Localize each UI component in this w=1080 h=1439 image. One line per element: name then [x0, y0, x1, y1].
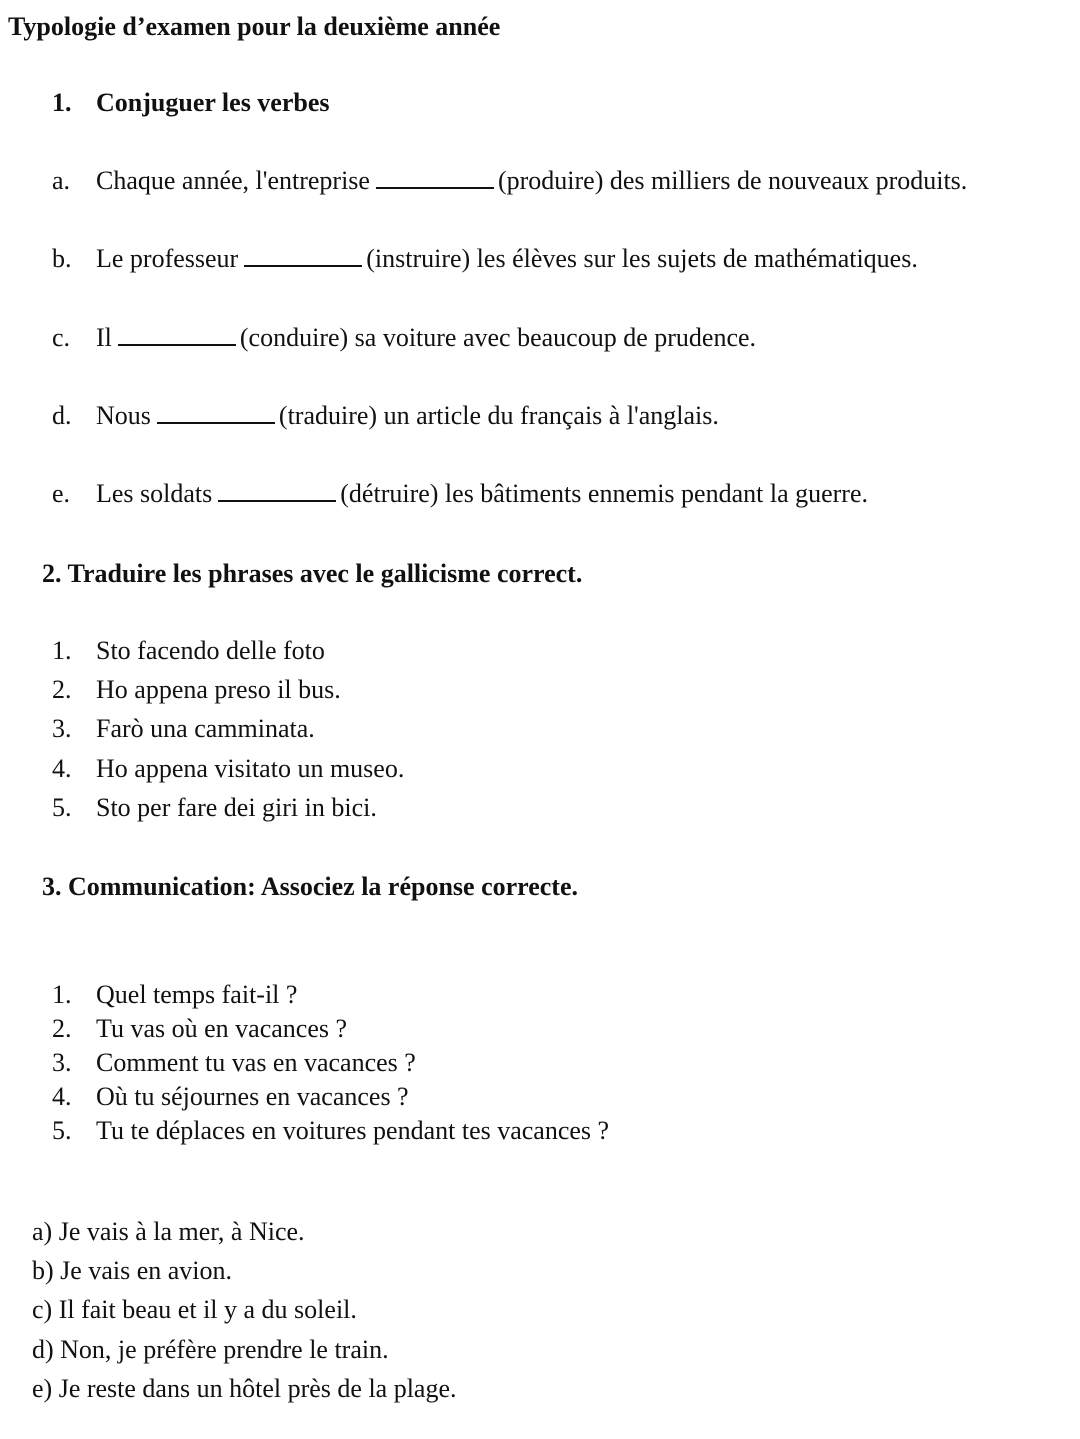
question-item: [52, 1050, 416, 1076]
list-item: [52, 795, 377, 821]
answer-option: d) Non, je préfère prendre le train.: [32, 1335, 389, 1364]
question-number: 5.: [52, 1116, 72, 1145]
list-item: [52, 677, 341, 703]
item-text-after: (conduire) sa voiture avec beaucoup de prudence.: [239, 323, 757, 352]
list-item-text: Ho appena visitato un museo.: [96, 754, 405, 783]
list-item-number: 4.: [52, 754, 72, 783]
answer-blank[interactable]: [244, 261, 362, 267]
question-text: Tu te déplaces en voitures pendant tes vacances ?: [96, 1116, 610, 1145]
item-text-before: Nous: [96, 401, 151, 430]
answer-blank[interactable]: [157, 418, 275, 424]
conjugation-item: [52, 481, 868, 507]
item-text-after: (instruire) les élèves sur les sujets de mathématiques.: [366, 244, 918, 273]
answer-option: b) Je vais en avion.: [32, 1256, 233, 1285]
question-item: [52, 1118, 609, 1144]
answer-option: a) Je vais à la mer, à Nice.: [32, 1217, 305, 1246]
question-item: [52, 982, 297, 1008]
conjugation-item: [52, 325, 756, 351]
question-item: [52, 1016, 347, 1042]
question-number: 2.: [52, 1014, 72, 1043]
question-text: Comment tu vas en vacances ?: [96, 1048, 416, 1077]
section2-heading: 2. Traduire les phrases avec le gallicisme correct.: [42, 559, 583, 588]
list-item-text: Farò una camminata.: [96, 714, 315, 743]
list-item-number: 5.: [52, 793, 72, 822]
section1-heading-text: Conjuguer les verbes: [96, 88, 330, 117]
list-item-number: 2.: [52, 675, 72, 704]
answer-blank[interactable]: [376, 183, 494, 189]
item-text-after: (traduire) un article du français à l'anglais.: [278, 401, 719, 430]
conjugation-item: [52, 168, 967, 194]
item-marker: d.: [52, 401, 72, 430]
list-item: [52, 756, 404, 782]
answer-blank[interactable]: [218, 496, 336, 502]
question-text: Quel temps fait-il ?: [96, 980, 298, 1009]
item-marker: b.: [52, 244, 72, 273]
section3-heading: 3. Communication: Associez la réponse correcte.: [42, 872, 579, 901]
question-item: [52, 1084, 409, 1110]
answer-blank[interactable]: [118, 340, 236, 346]
item-marker: e.: [52, 479, 71, 508]
answer-option: c) Il fait beau et il y a du soleil.: [32, 1295, 357, 1324]
list-item-text: Sto facendo delle foto: [96, 636, 325, 665]
list-item: [52, 716, 315, 742]
question-text: Où tu séjournes en vacances ?: [96, 1082, 409, 1111]
question-number: 3.: [52, 1048, 72, 1077]
conjugation-item: [52, 246, 918, 272]
list-item-text: Sto per fare dei giri in bici.: [96, 793, 377, 822]
answer-option: e) Je reste dans un hôtel près de la plage.: [32, 1374, 457, 1403]
section1-heading: [52, 90, 330, 116]
item-text-before: Chaque année, l'entreprise: [96, 166, 370, 195]
list-item-number: 3.: [52, 714, 72, 743]
item-text-after: (détruire) les bâtiments ennemis pendant la guerre.: [340, 479, 869, 508]
item-marker: a.: [52, 166, 71, 195]
item-text-before: Le professeur: [96, 244, 239, 273]
list-item-number: 1.: [52, 636, 72, 665]
page-title: Typologie d’examen pour la deuxième année: [8, 12, 501, 41]
question-text: Tu vas où en vacances ?: [96, 1014, 348, 1043]
item-text-after: (produire) des milliers de nouveaux produits.: [497, 166, 968, 195]
item-marker: c.: [52, 323, 71, 352]
question-number: 4.: [52, 1082, 72, 1111]
list-item: [52, 638, 325, 664]
list-item-text: Ho appena preso il bus.: [96, 675, 341, 704]
item-text-before: Il: [96, 323, 112, 352]
item-text-before: Les soldats: [96, 479, 213, 508]
section1-heading-number: 1.: [52, 88, 72, 117]
conjugation-item: [52, 403, 719, 429]
question-number: 1.: [52, 980, 72, 1009]
